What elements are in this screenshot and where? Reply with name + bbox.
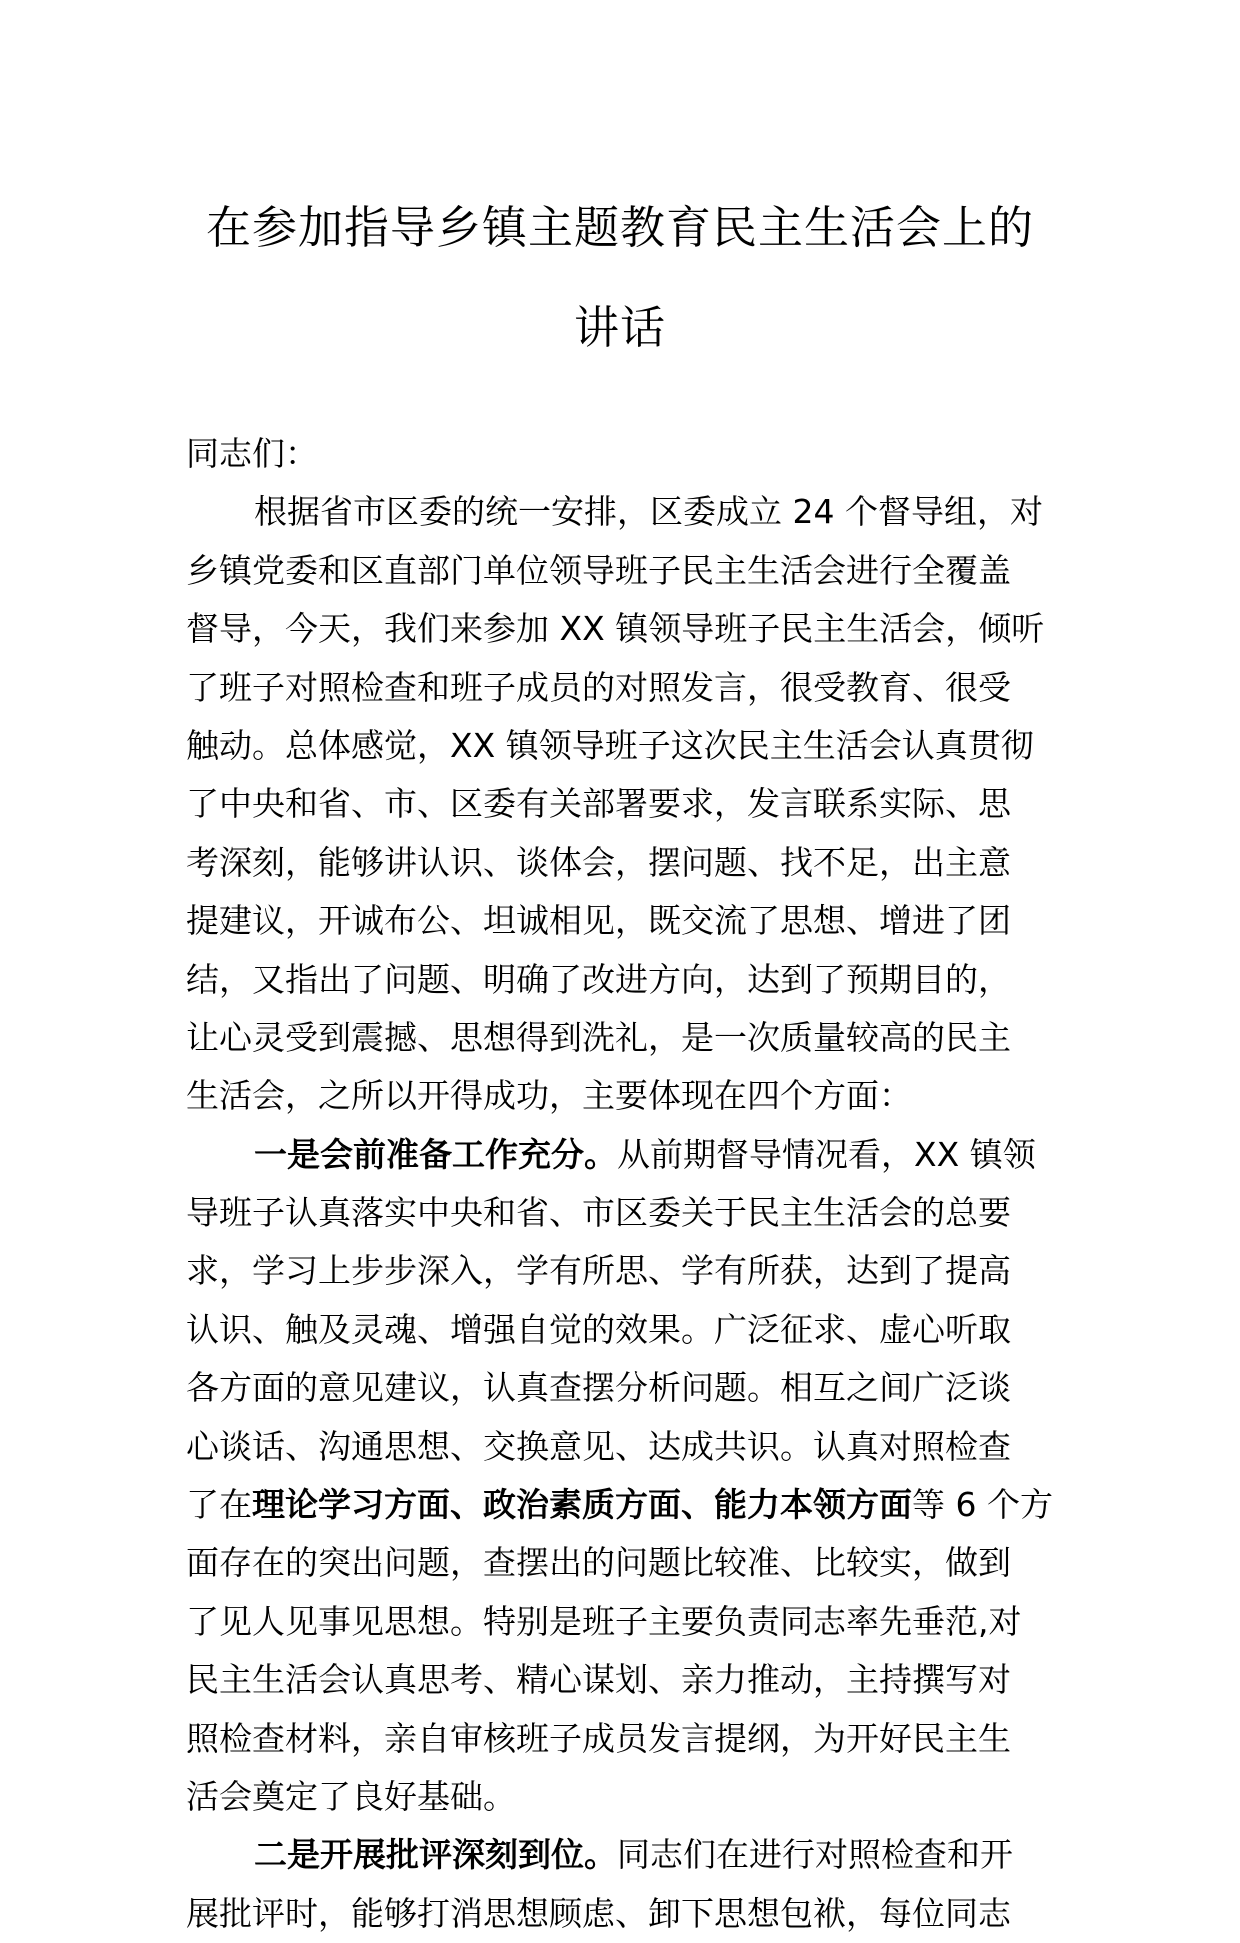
section-1-bold-line: [186, 1476, 1056, 1534]
section-1-bold-emphasis: 理论学习方面、政治素质方面、能力本领方面: [252, 1485, 912, 1525]
intro-line: 生活会，之所以开得成功，主要体现在四个方面：: [186, 1076, 912, 1116]
intro-line: 结，又指出了问题、明确了改进方向，达到了预期目的，: [186, 959, 1011, 999]
section-1-line: 心谈话、沟通思想、交换意见、达成共识。认真对照检查: [186, 1426, 1011, 1466]
section-1-line: 认识、触及灵魂、增强自觉的效果。广泛征求、虚心听取: [186, 1309, 1011, 1349]
section-2-first-line: [186, 1826, 1056, 1884]
intro-line: 提建议，开诚布公、坦诚相见，既交流了思想、增进了团: [186, 901, 1011, 941]
title-line-2: 讲话: [573, 301, 666, 354]
section-1-first-line-text: 从前期督导情况看，XX 镇领: [617, 1134, 1036, 1174]
intro-line: 督导，今天，我们来参加 XX 镇领导班子民主生活会，倾听: [186, 609, 1045, 649]
section-1-bold-line-post: 等 6 个方: [912, 1485, 1053, 1525]
section-1-heading: 一是会前准备工作充分。: [254, 1134, 617, 1174]
section-1-line: 了见人见事见思想。特别是班子主要负责同志率先垂范,对: [186, 1601, 1022, 1641]
document-title: [160, 178, 1080, 378]
section-1-line: 民主生活会认真思考、精心谋划、亲力推动，主持撰写对: [186, 1660, 1011, 1700]
section-1-paragraph: [186, 1126, 1056, 1827]
intro-line: 让心灵受到震撼、思想得到洗礼，是一次质量较高的民主: [186, 1017, 1011, 1057]
title-line-1: 在参加指导乡镇主题教育民主生活会上的: [205, 201, 1034, 254]
intro-line: 乡镇党委和区直部门单位领导班子民主生活会进行全覆盖: [186, 550, 1011, 590]
section-2-line: 展批评时，能够打消思想顾虑、卸下思想包袱，每位同志: [186, 1893, 1011, 1933]
intro-line: 触动。总体感觉，XX 镇领导班子这次民主生活会认真贯彻: [186, 725, 1034, 765]
intro-line: 根据省市区委的统一安排，区委成立 24 个督导组，对: [254, 492, 1043, 532]
section-1-line: 面存在的突出问题，查摆出的问题比较准、比较实，做到: [186, 1543, 1011, 1583]
section-1-line: 各方面的意见建议，认真查摆分析问题。相互之间广泛谈: [186, 1368, 1011, 1408]
intro-line: 了中央和省、市、区委有关部署要求，发言联系实际、思: [186, 784, 1011, 824]
section-2-first-line-text: 同志们在进行对照检查和开: [617, 1835, 1013, 1875]
section-2-heading: 二是开展批评深刻到位。: [254, 1835, 617, 1875]
section-1-line: 照检查材料，亲自审核班子成员发言提纲，为开好民主生: [186, 1718, 1011, 1758]
document-body: [186, 425, 1056, 1943]
section-1-bold-line-pre: 了在: [186, 1485, 252, 1525]
intro-line: 考深刻，能够讲认识、谈体会，摆问题、找不足，出主意: [186, 842, 1011, 882]
section-1-line: 活会奠定了良好基础。: [186, 1776, 516, 1816]
intro-line: 了班子对照检查和班子成员的对照发言，很受教育、很受: [186, 667, 1011, 707]
section-1-line: 导班子认真落实中央和省、市区委关于民主生活会的总要: [186, 1193, 1011, 1233]
section-2-paragraph: [186, 1826, 1056, 1943]
section-1-first-line: [186, 1126, 1056, 1184]
salutation: 同志们：: [186, 434, 318, 473]
intro-paragraph: [186, 483, 1056, 1125]
section-1-line: 求，学习上步步深入，学有所思、学有所获，达到了提高: [186, 1251, 1011, 1291]
